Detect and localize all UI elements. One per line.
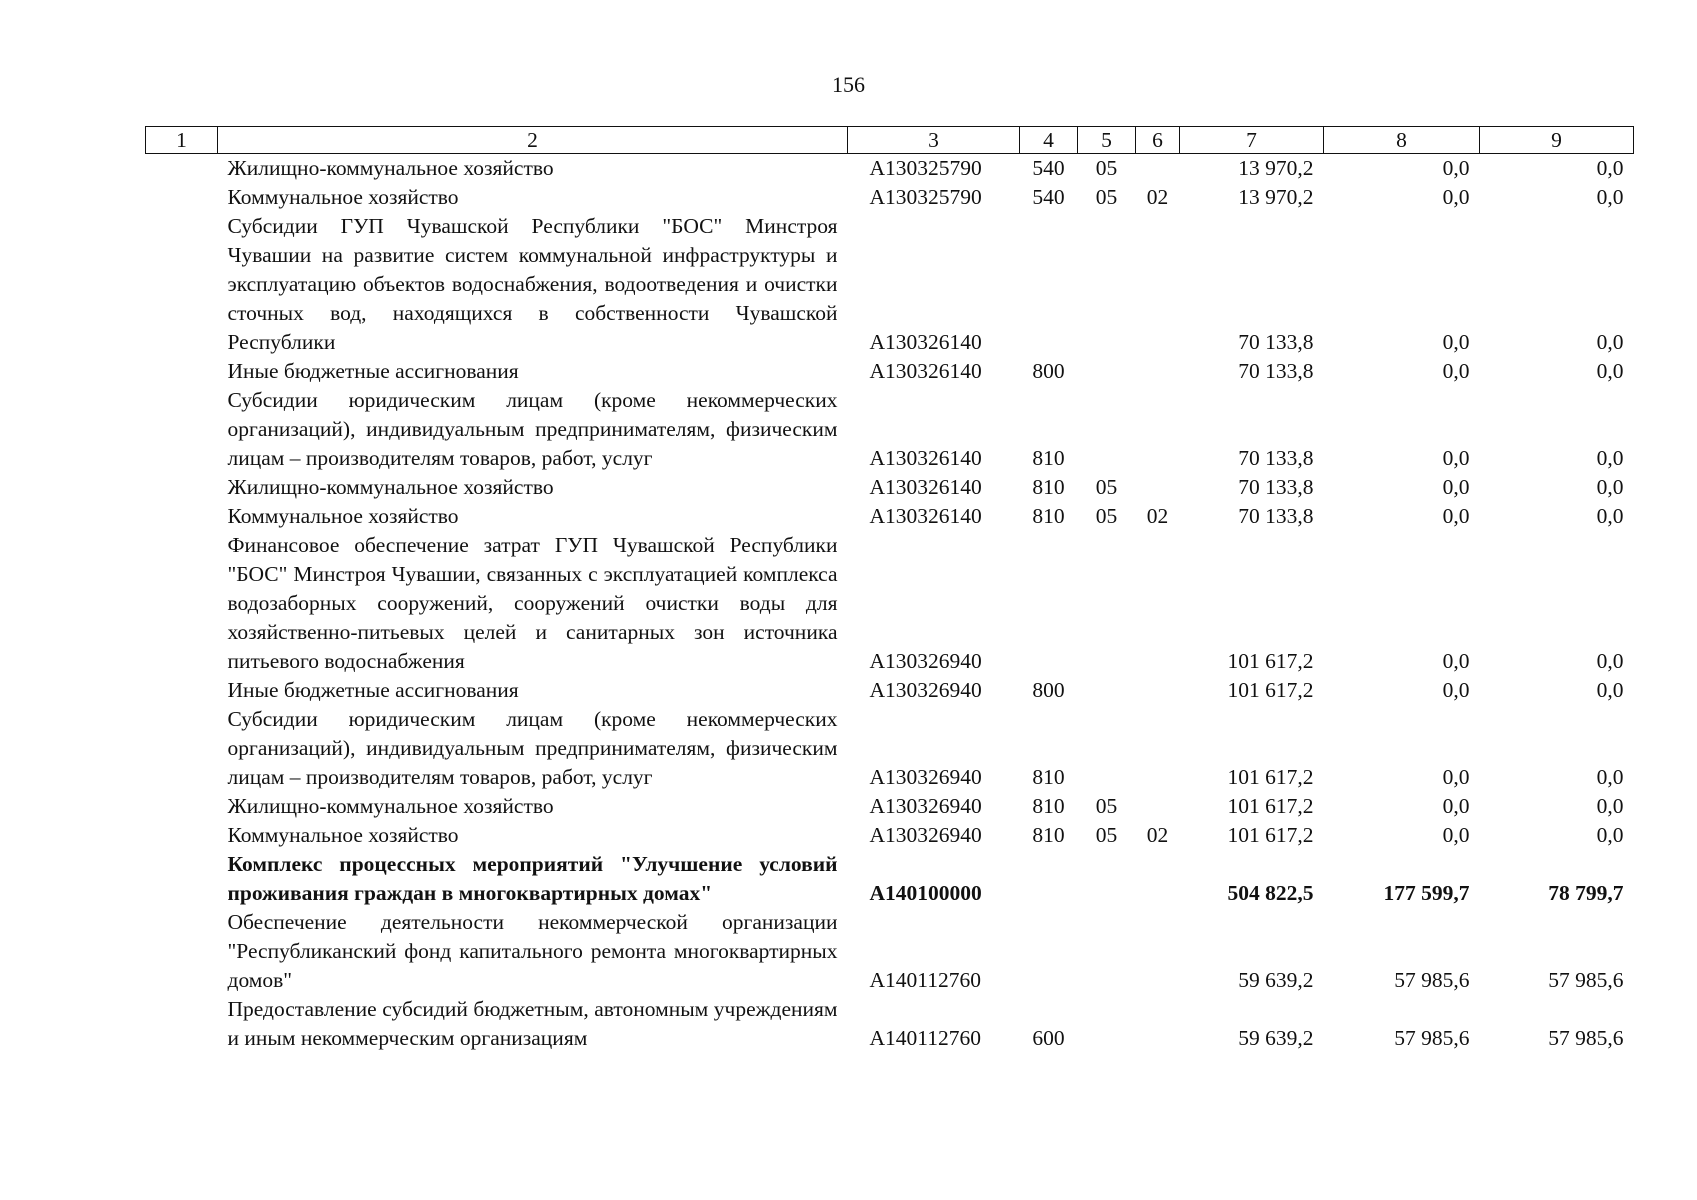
row-col7-value: 101 617,2 [1227,765,1314,789]
row-col8-value: 0,0 [1442,156,1470,180]
row-col8-value: 0,0 [1442,475,1470,499]
page-number: 156 [832,72,865,97]
row-col4-cell: 810 [1032,765,1065,789]
row-col5-cell [1078,531,1136,676]
row-col9-value: 78 799,7 [1548,881,1624,905]
table-row [146,502,1634,531]
row-col5-cell [1078,676,1136,705]
row-col6-cell [1136,676,1180,705]
header-col-3: 3 [848,127,1020,154]
row-col8-value: 0,0 [1442,823,1470,847]
row-col5-cell: 05 [1095,823,1118,847]
row-col1-cell [146,154,218,184]
row-col9-value: 0,0 [1596,359,1624,383]
row-col9-value: 0,0 [1596,649,1624,673]
row-col6-cell [1136,473,1180,502]
row-col4-cell: 600 [1032,1026,1065,1050]
row-col5-cell: 05 [1095,156,1118,180]
row-col8-value: 0,0 [1442,359,1470,383]
table-row [146,212,1634,357]
row-col1-cell [146,212,218,357]
row-col5-cell [1078,908,1136,995]
row-col4-cell: 800 [1032,678,1065,702]
row-col9-value: 0,0 [1596,823,1624,847]
row-name-cell: Жилищно-коммунальное хозяйство [227,156,554,180]
row-col7-value: 70 133,8 [1238,475,1314,499]
row-code-cell: А130326140 [869,504,982,528]
table-row [146,995,1634,1053]
row-col7-value: 70 133,8 [1238,504,1314,528]
row-col8-value: 0,0 [1442,649,1470,673]
row-code-cell: А130326940 [869,678,982,702]
row-col4-cell: 540 [1032,156,1065,180]
row-col4-cell [1020,212,1078,357]
row-col8-value: 0,0 [1442,446,1470,470]
table-header [146,127,1634,154]
row-col7-value: 101 617,2 [1227,794,1314,818]
row-col7-value: 13 970,2 [1238,185,1314,209]
row-col9-value: 0,0 [1596,504,1624,528]
row-code-cell: А130326940 [869,649,982,673]
table-row [146,850,1634,908]
table-row [146,531,1634,676]
row-col7-value: 70 133,8 [1238,330,1314,354]
row-name-cell: Жилищно-коммунальное хозяйство [227,794,554,818]
row-col7-value: 59 639,2 [1238,968,1314,992]
header-col-1: 1 [146,127,218,154]
table-row [146,386,1634,473]
row-col4-cell: 810 [1032,794,1065,818]
row-col6-cell [1136,357,1180,386]
row-col7-value: 101 617,2 [1227,823,1314,847]
row-col8-value: 0,0 [1442,185,1470,209]
row-col5-cell: 05 [1095,475,1118,499]
row-code-cell: А130325790 [869,156,982,180]
row-code-cell: А140112760 [869,968,981,992]
row-name-cell: Предоставление субсидий бюджетным, автономным учреждениям и иным некоммерческим организациям [227,997,838,1050]
row-col1-cell [146,502,218,531]
row-col1-cell [146,792,218,821]
row-col1-cell [146,357,218,386]
row-col1-cell [146,676,218,705]
row-col4-cell: 810 [1032,504,1065,528]
table-row [146,154,1634,184]
row-col4-cell: 810 [1032,823,1065,847]
row-col9-value: 0,0 [1596,185,1624,209]
row-col6-cell [1136,705,1180,792]
row-col7-value: 13 970,2 [1238,156,1314,180]
row-col9-value: 0,0 [1596,446,1624,470]
row-col6-cell [1136,212,1180,357]
header-col-2: 2 [218,127,848,154]
row-col6-cell [1136,154,1180,184]
row-col1-cell [146,908,218,995]
budget-table [145,126,1634,1053]
row-col8-value: 0,0 [1442,330,1470,354]
row-col8-value: 0,0 [1442,794,1470,818]
row-code-cell: А130326140 [869,330,982,354]
header-col-7: 7 [1180,127,1324,154]
row-col8-value: 57 985,6 [1394,1026,1470,1050]
row-col6-cell: 02 [1146,823,1169,847]
row-col6-cell [1136,531,1180,676]
row-col8-value: 177 599,7 [1383,881,1470,905]
row-code-cell: А130325790 [869,185,982,209]
row-code-cell: А140112760 [869,1026,981,1050]
row-col1-cell [146,705,218,792]
row-code-cell: А130326140 [869,446,982,470]
row-col9-value: 0,0 [1596,475,1624,499]
row-col7-value: 70 133,8 [1238,359,1314,383]
row-col5-cell: 05 [1095,504,1118,528]
header-col-5: 5 [1078,127,1136,154]
row-name-cell: Субсидии ГУП Чувашской Республики "БОС" Минстроя Чувашии на развитие систем коммунальной инфраструктуры и эксплуатацию объектов водоснабжения, водоотведения и очистки сточных вод, находящихся в собственности Чувашской Республики [227,214,838,354]
table-row [146,183,1634,212]
table-body [146,154,1634,1054]
row-col6-cell [1136,850,1180,908]
row-col7-value: 59 639,2 [1238,1026,1314,1050]
row-col5-cell [1078,705,1136,792]
row-col1-cell [146,183,218,212]
table-row [146,473,1634,502]
row-col4-cell [1020,908,1078,995]
row-name-cell: Иные бюджетные ассигнования [227,359,519,383]
row-col8-value: 57 985,6 [1394,968,1470,992]
table-row [146,705,1634,792]
row-col1-cell [146,473,218,502]
row-col4-cell: 810 [1032,446,1065,470]
row-col7-value: 70 133,8 [1238,446,1314,470]
row-col1-cell [146,821,218,850]
row-col1-cell [146,995,218,1053]
row-name-cell: Жилищно-коммунальное хозяйство [227,475,554,499]
header-col-4: 4 [1020,127,1078,154]
row-col6-cell: 02 [1146,504,1169,528]
row-col5-cell [1078,386,1136,473]
row-col9-value: 0,0 [1596,156,1624,180]
row-col4-cell [1020,531,1078,676]
row-name-cell: Коммунальное хозяйство [227,504,459,528]
row-col9-value: 57 985,6 [1548,1026,1624,1050]
row-col4-cell: 800 [1032,359,1065,383]
row-col7-value: 101 617,2 [1227,649,1314,673]
row-name-cell: Коммунальное хозяйство [227,823,459,847]
row-col1-cell [146,386,218,473]
row-col6-cell [1136,995,1180,1053]
row-col5-cell: 05 [1095,185,1118,209]
table-row [146,821,1634,850]
row-name-cell: Иные бюджетные ассигнования [227,678,519,702]
row-col5-cell [1078,850,1136,908]
header-col-9: 9 [1480,127,1634,154]
row-name-cell: Обеспечение деятельности некоммерческой организации "Республиканский фонд капитального ремонта многоквартирных домов" [227,910,838,992]
row-col9-value: 0,0 [1596,765,1624,789]
row-name-cell: Коммунальное хозяйство [227,185,459,209]
table-row [146,676,1634,705]
row-col1-cell [146,531,218,676]
header-row [146,127,1634,154]
row-code-cell: А130326940 [869,823,982,847]
row-col5-cell: 05 [1095,794,1118,818]
row-col6-cell [1136,792,1180,821]
row-code-cell: А130326940 [869,794,982,818]
row-code-cell: А130326140 [869,475,982,499]
row-code-cell: А130326940 [869,765,982,789]
row-col1-cell [146,850,218,908]
row-col4-cell [1020,850,1078,908]
row-col5-cell [1078,357,1136,386]
row-col7-value: 101 617,2 [1227,678,1314,702]
header-col-6: 6 [1136,127,1180,154]
table-row [146,357,1634,386]
row-name-cell: Субсидии юридическим лицам (кроме некоммерческих организаций), индивидуальным предпринимателям, физическим лицам – производителям товаров, работ, услуг [227,388,838,470]
row-col6-cell [1136,386,1180,473]
row-col7-value: 504 822,5 [1227,881,1314,905]
row-col8-value: 0,0 [1442,765,1470,789]
row-col4-cell: 540 [1032,185,1065,209]
row-col9-value: 0,0 [1596,330,1624,354]
row-col9-value: 0,0 [1596,678,1624,702]
row-col8-value: 0,0 [1442,504,1470,528]
row-col5-cell [1078,995,1136,1053]
row-name-cell: Комплекс процессных мероприятий "Улучшение условий проживания граждан в многоквартирных домах" [227,852,838,905]
row-col4-cell: 810 [1032,475,1065,499]
row-col5-cell [1078,212,1136,357]
row-name-cell: Субсидии юридическим лицам (кроме некоммерческих организаций), индивидуальным предпринимателям, физическим лицам – производителям товаров, работ, услуг [227,707,838,789]
table-row [146,908,1634,995]
row-code-cell: А140100000 [869,881,982,905]
row-name-cell: Финансовое обеспечение затрат ГУП Чувашской Республики "БОС" Минстроя Чувашии, связанных с эксплуатацией комплекса водозаборных сооружений, сооружений очистки воды для хозяйственно-питьевых целей и санитарных зон источника питьевого водоснабжения [227,533,838,673]
header-col-8: 8 [1324,127,1480,154]
table-row [146,792,1634,821]
row-col9-value: 0,0 [1596,794,1624,818]
row-col6-cell [1136,908,1180,995]
row-code-cell: А130326140 [869,359,982,383]
row-col9-value: 57 985,6 [1548,968,1624,992]
row-col6-cell: 02 [1146,185,1169,209]
row-col8-value: 0,0 [1442,678,1470,702]
